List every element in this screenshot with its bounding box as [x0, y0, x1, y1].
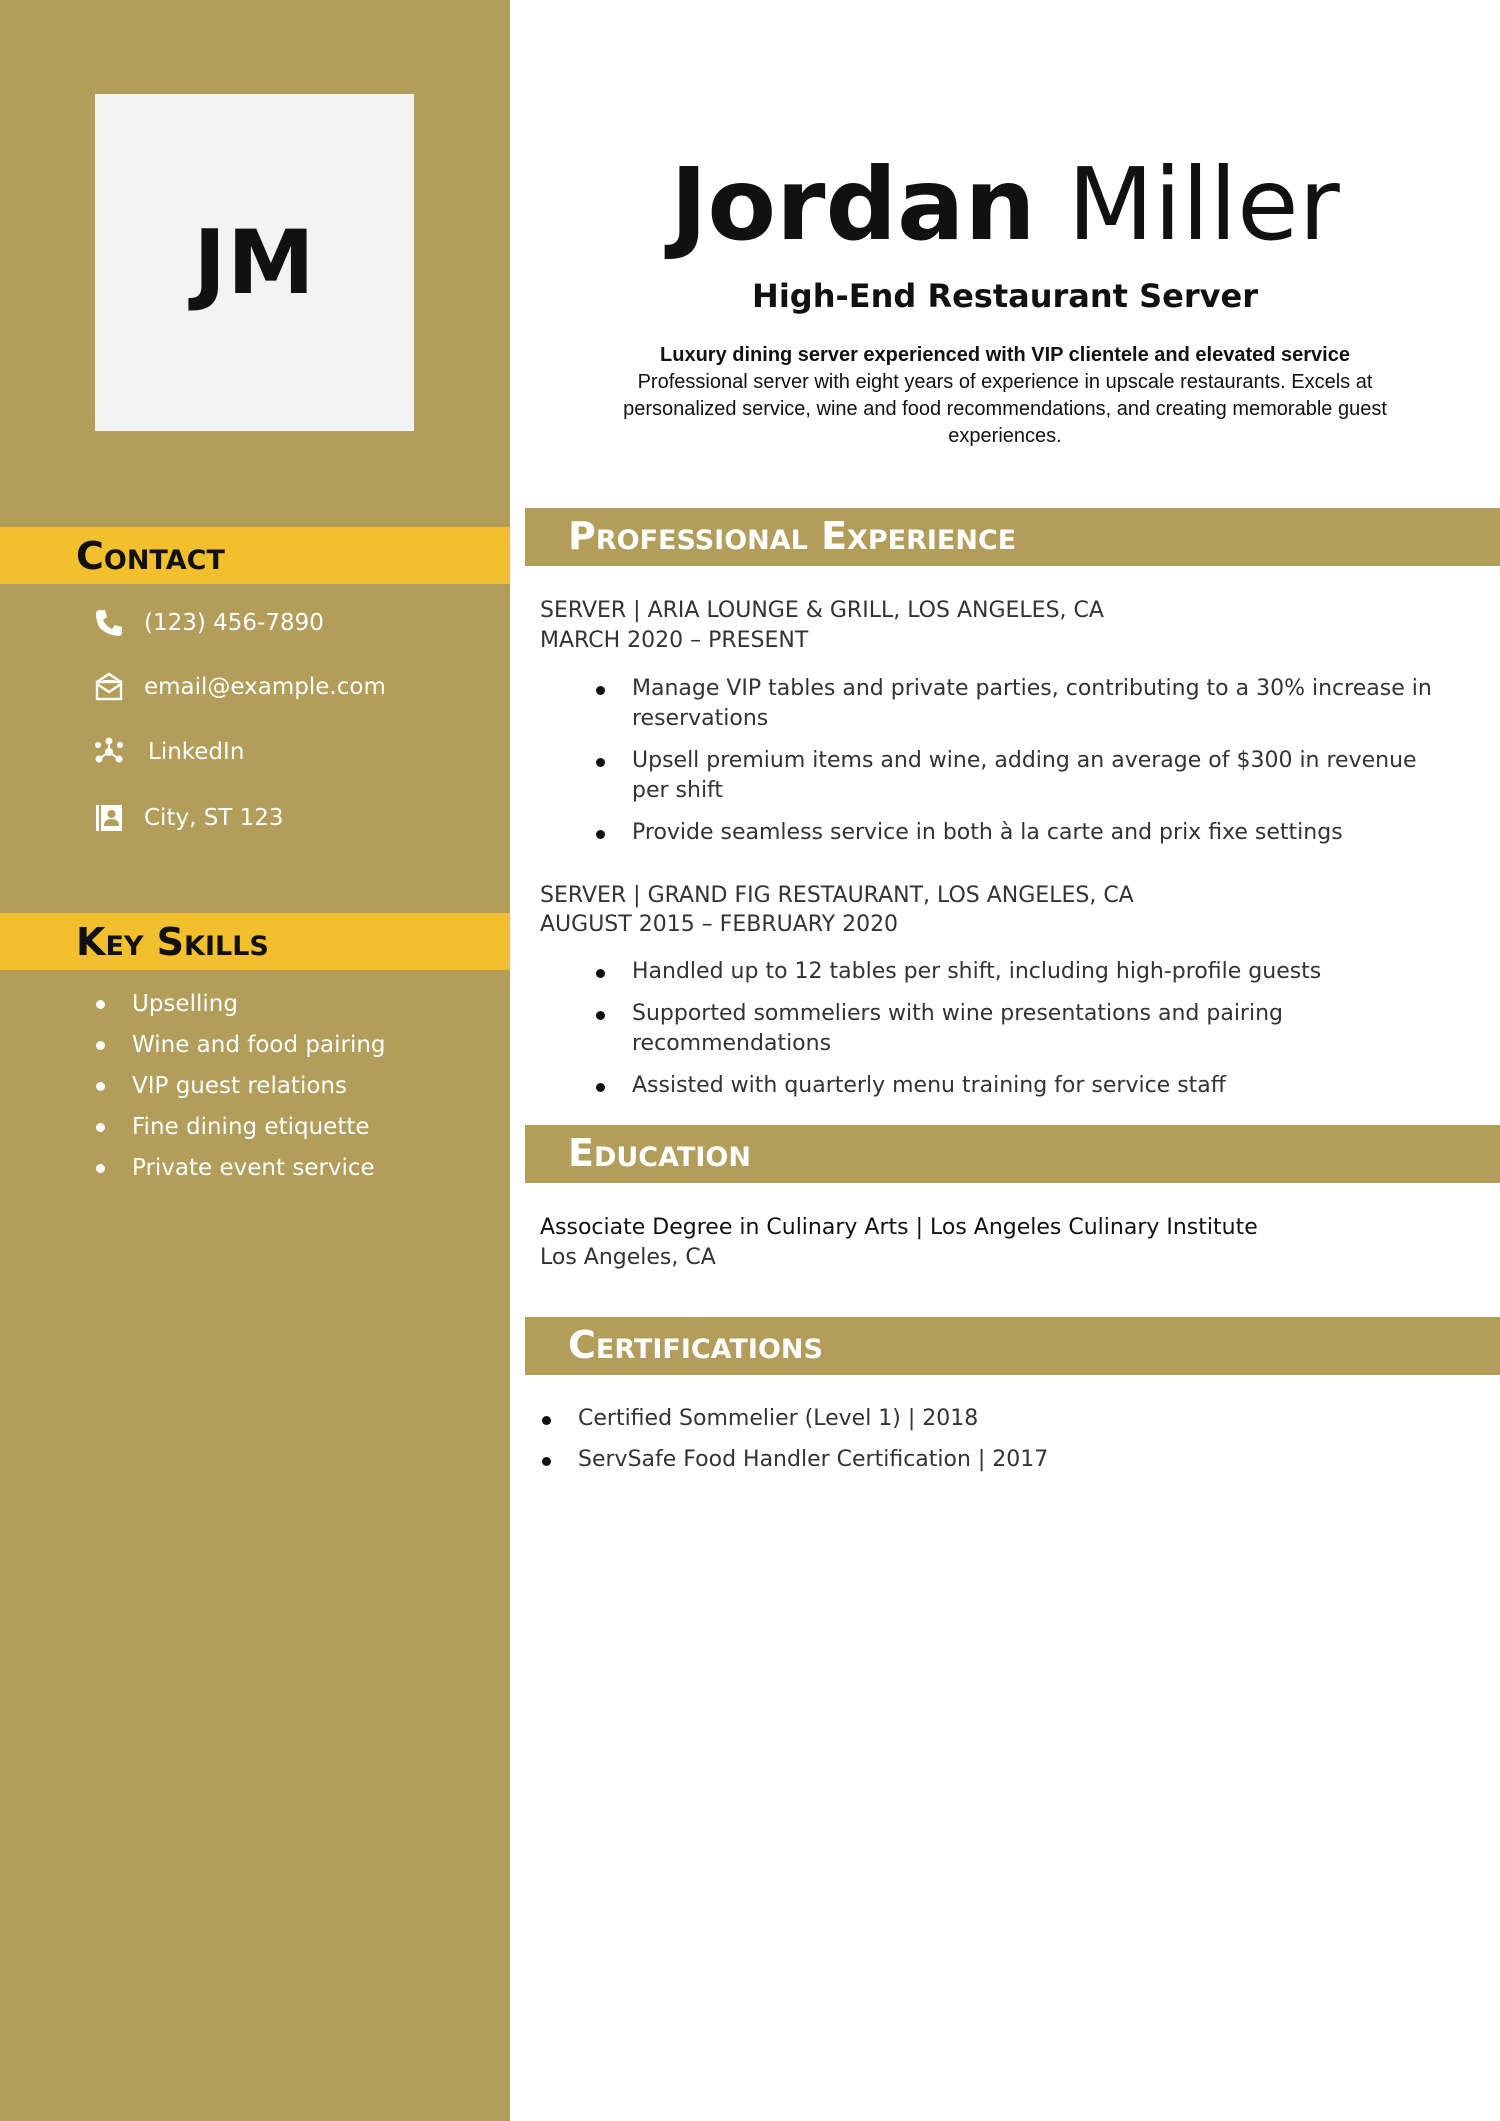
contact-heading-bar — [0, 527, 510, 584]
job-1-bullets — [540, 674, 1460, 860]
contact-email[interactable] — [92, 667, 386, 707]
job-title: High-End Restaurant Server — [752, 277, 1258, 315]
certifications-heading-bar — [525, 1317, 1500, 1375]
location-icon — [92, 801, 126, 835]
skills-list — [92, 988, 386, 1193]
job-1-dates: MARCH 2020 – PRESENT — [540, 628, 809, 653]
contact-email-text: email@example.com — [144, 674, 386, 700]
contact-linkedin[interactable] — [92, 732, 244, 772]
certifications-heading: Certifications — [568, 1323, 823, 1367]
education-location: Los Angeles, CA — [540, 1245, 716, 1270]
monogram: JM — [193, 211, 316, 314]
job-1-title: SERVER | ARIA LOUNGE & GRILL, LOS ANGELES, CA — [540, 598, 1104, 623]
certification-item: Certified Sommelier (Level 1) | 2018 — [540, 1404, 1048, 1434]
skill-item: VIP guest relations — [92, 1070, 386, 1111]
education-heading-bar — [525, 1125, 1500, 1183]
skill-item: Wine and food pairing — [92, 1029, 386, 1070]
experience-heading-bar — [525, 508, 1500, 566]
experience-heading: Professional Experience — [568, 514, 1017, 558]
education-degree: Associate Degree in Culinary Arts | Los Angeles Culinary Institute — [540, 1215, 1258, 1240]
job-bullet: Handled up to 12 tables per shift, including high-profile guests — [540, 957, 1460, 987]
summary — [580, 342, 1430, 450]
job-bullet: Upsell premium items and wine, adding an average of $300 in revenue per shift — [540, 746, 1460, 806]
education-heading: Education — [568, 1131, 751, 1175]
sidebar — [0, 0, 510, 2121]
mail-icon — [92, 670, 126, 704]
contact-location-text: City, ST 123 — [144, 805, 284, 831]
first-name: Jordan — [670, 146, 1036, 263]
skill-item: Upselling — [92, 988, 386, 1029]
job-bullet: Supported sommeliers with wine presentations and pairing recommendations — [540, 999, 1460, 1059]
job-bullet: Assisted with quarterly menu training for service staff — [540, 1071, 1460, 1101]
job-bullet: Provide seamless service in both à la carte and prix fixe settings — [540, 818, 1460, 848]
last-name: Miller — [1067, 146, 1340, 263]
contact-location — [92, 798, 284, 838]
certification-item: ServSafe Food Handler Certification | 2017 — [540, 1445, 1048, 1475]
full-name — [510, 145, 1500, 265]
phone-icon — [92, 606, 126, 640]
job-bullet: Manage VIP tables and private parties, contributing to a 30% increase in reservations — [540, 674, 1460, 734]
job-2-bullets — [540, 957, 1460, 1113]
job-2-title: SERVER | GRAND FIG RESTAURANT, LOS ANGELES, CA — [540, 883, 1134, 908]
skills-heading: Key Skills — [76, 920, 269, 964]
contact-phone-text: (123) 456-7890 — [144, 610, 324, 636]
skill-item: Fine dining etiquette — [92, 1111, 386, 1152]
contact-phone[interactable] — [92, 603, 324, 643]
summary-lead: Luxury dining server experienced with VIP clientele and elevated service — [660, 344, 1350, 366]
linkedin-icon — [92, 735, 126, 769]
skill-item: Private event service — [92, 1152, 386, 1193]
skills-heading-bar — [0, 913, 510, 970]
summary-body: Professional server with eight years of experience in upscale restaurants. Excels at personalized service, wine and food recommendations, and creating memorable guest experiences. — [623, 371, 1387, 447]
contact-heading: Contact — [76, 534, 225, 578]
job-2-dates: AUGUST 2015 – FEBRUARY 2020 — [540, 912, 899, 937]
monogram-box — [95, 94, 414, 431]
certifications-list — [540, 1404, 1048, 1486]
contact-linkedin-text: LinkedIn — [148, 739, 245, 765]
